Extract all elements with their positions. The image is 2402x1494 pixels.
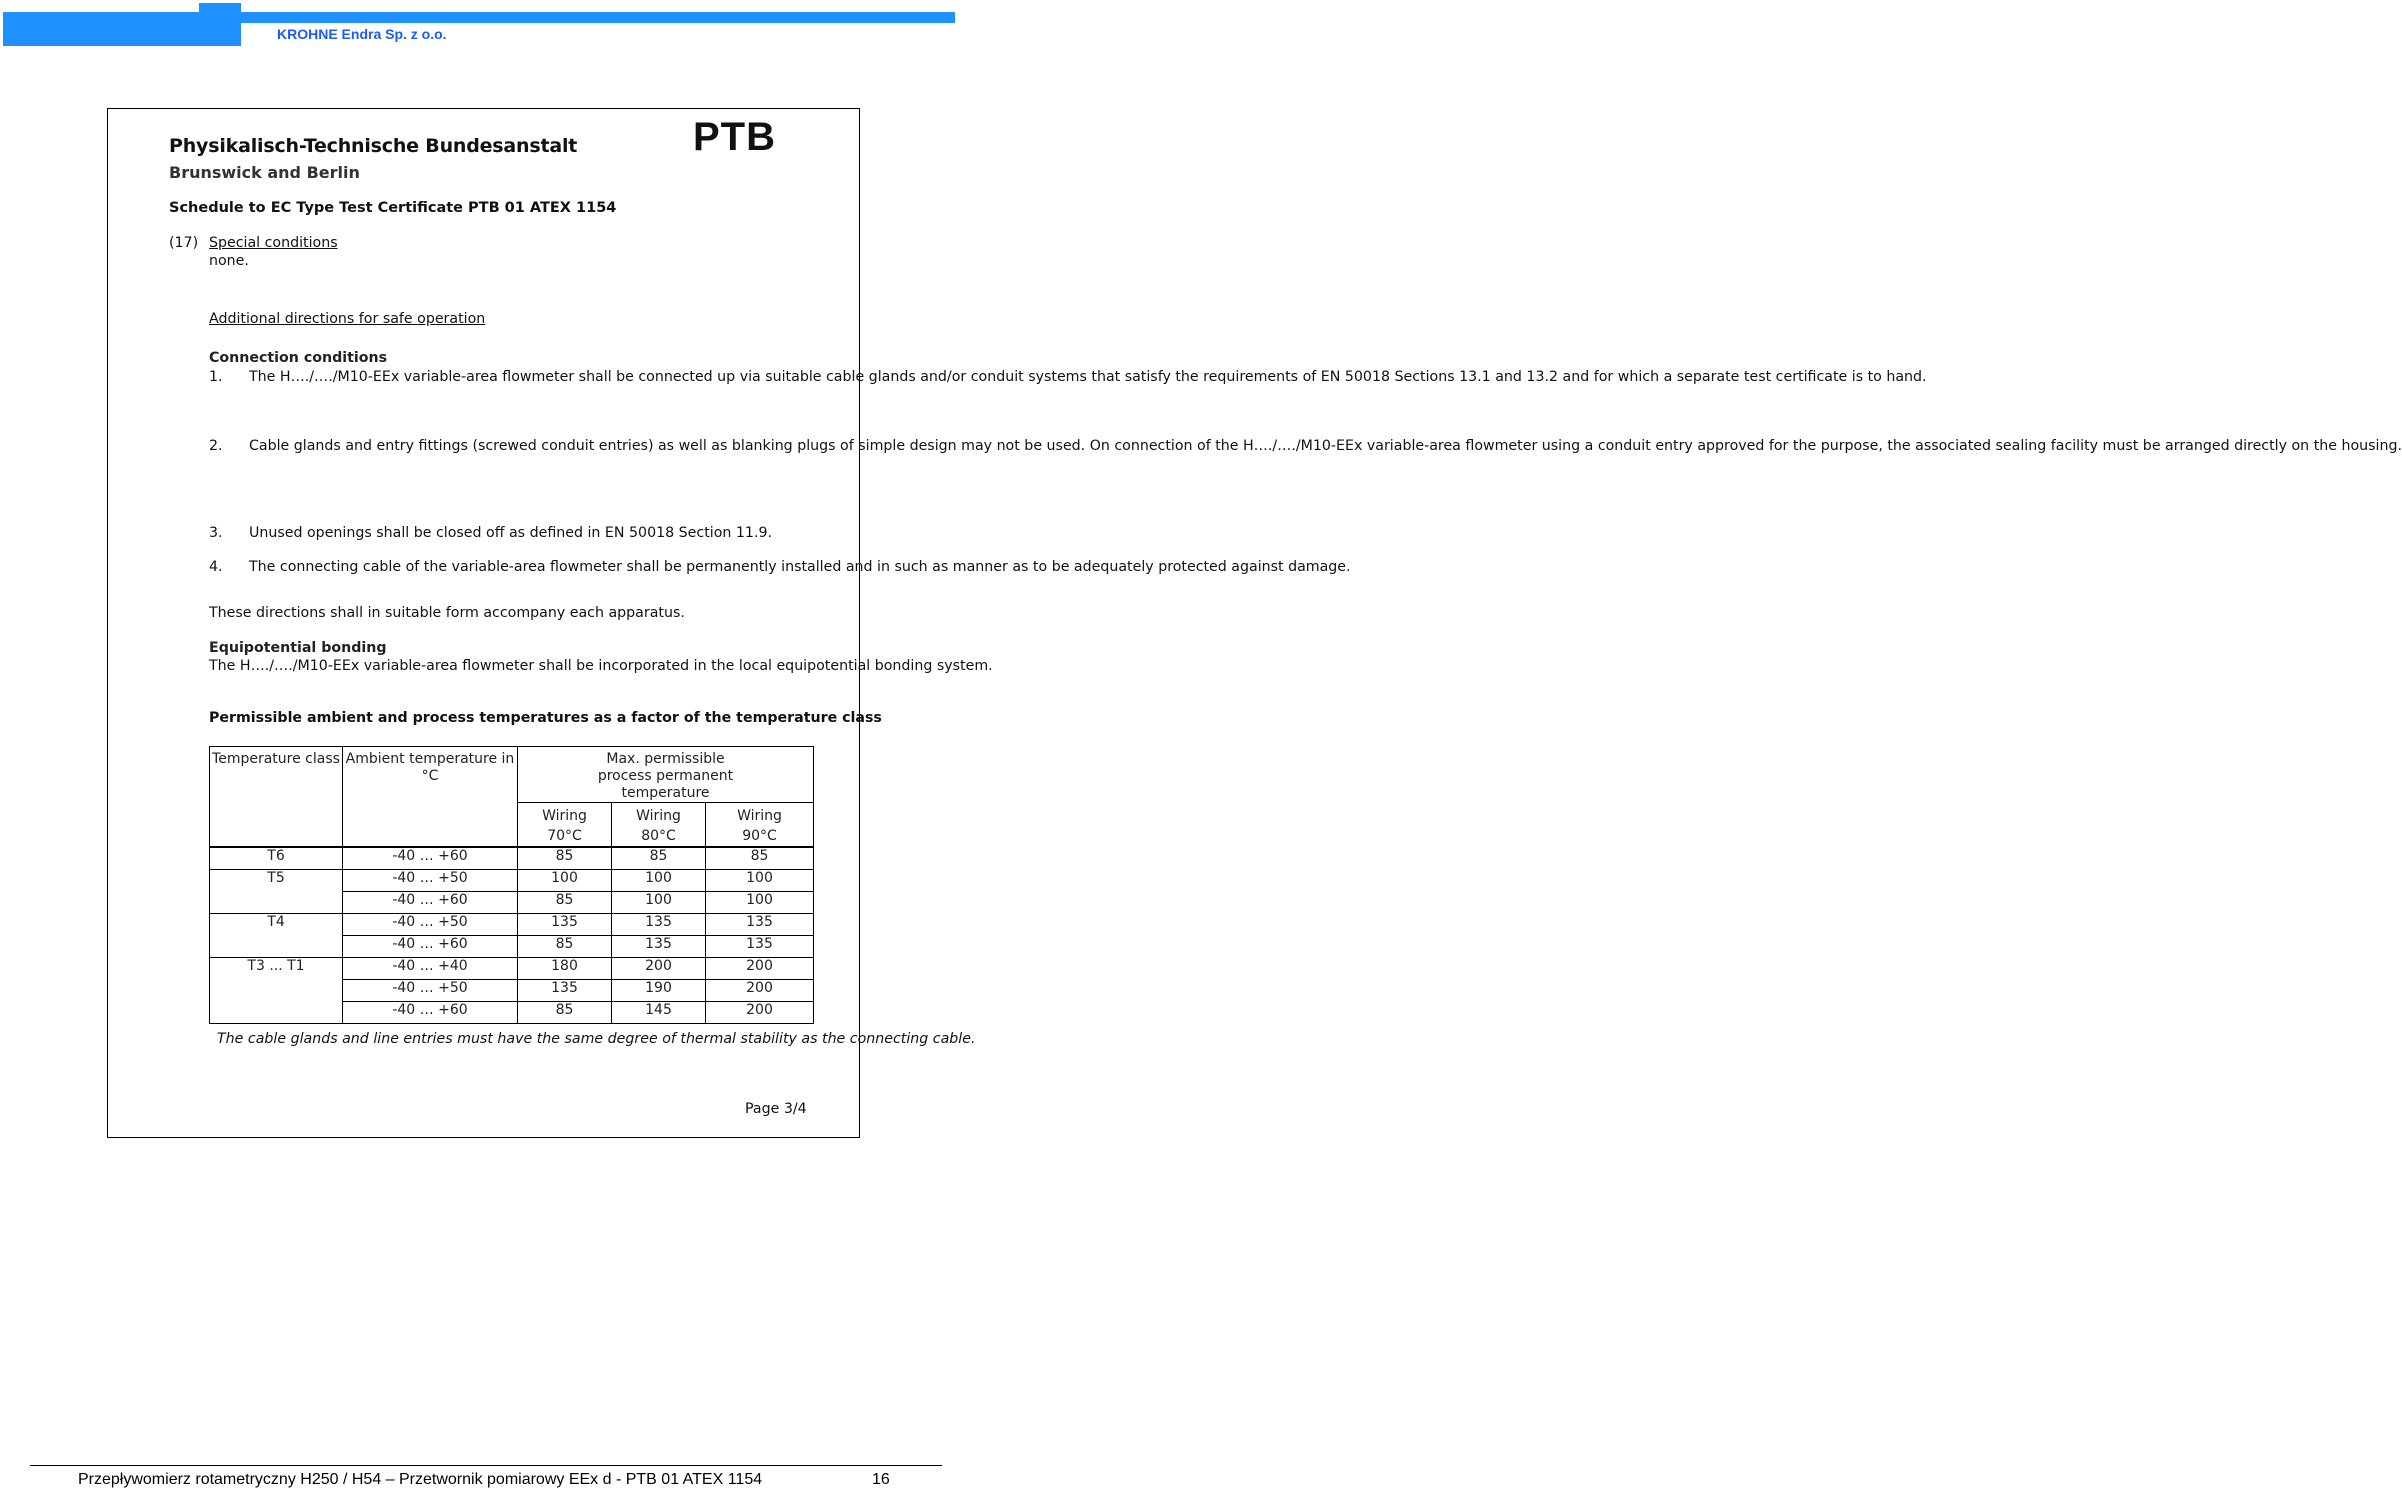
footer-divider [30,1465,942,1466]
list-item-number: 2. [209,438,223,454]
header-accent-line [241,12,955,23]
cell-wiring-70: 135 [518,913,612,935]
list-item-text: The connecting cable of the variable-area flowmeter shall be permanently installed and in such as manner as to be adequately protected against damage. [249,559,1351,575]
cell-wiring-70: 100 [518,869,612,891]
list-item-text: Unused openings shall be closed off as defined in EN 50018 Section 11.9. [249,525,772,541]
table-row [210,957,814,979]
cell-wiring-90: 85 [706,847,814,869]
temperature-table [209,746,814,1024]
list-item-number: 3. [209,525,223,541]
cable-gland-note: The cable glands and line entries must have the same degree of thermal stability as the connecting cable. [217,1031,976,1047]
cell-wiring-80: 145 [612,1001,706,1023]
certificate-city: Brunswick and Berlin [169,163,360,182]
cell-class: T6 [210,847,343,869]
cell-wiring-80: 135 [612,913,706,935]
cell-wiring-70: 85 [518,847,612,869]
cell-wiring-80: 85 [612,847,706,869]
header-bar [0,0,960,46]
footer-title: Przepływomierz rotametryczny H250 / H54 – Przetwornik pomiarowy EEx d - PTB 01 ATEX 1154 [78,1471,763,1488]
cell-wiring-90: 200 [706,1001,814,1023]
table-row [210,913,814,935]
equipotential-text: The H…./…./M10-EEx variable-area flowmeter shall be incorporated in the local equipotential bonding system. [209,658,993,674]
cell-wiring-90: 135 [706,913,814,935]
table-row [210,847,814,869]
cell-ambient: -40 … +50 [343,913,518,935]
cell-wiring-70: 85 [518,891,612,913]
header-wiring-80: Wiring 80°C [612,803,706,848]
certificate-schedule: Schedule to EC Type Test Certificate PTB 01 ATEX 1154 [169,200,617,216]
cell-class: T3 ... T1 [210,957,343,1023]
cell-wiring-90: 200 [706,957,814,979]
cell-wiring-80: 200 [612,957,706,979]
cell-ambient: -40 … +40 [343,957,518,979]
list-item-number: 1. [209,369,223,385]
header-wiring-70: Wiring 70°C [518,803,612,848]
list-item-text: The H…./…./M10-EEx variable-area flowmeter shall be connected up via suitable cable glands and/or conduit systems that satisfy the requirements of EN 50018 Sections 13.1 and 13.2 and for which a separate test certificate is to hand. [249,369,1927,385]
cell-wiring-70: 180 [518,957,612,979]
cell-wiring-80: 100 [612,891,706,913]
certificate-page-number: Page 3/4 [745,1101,807,1117]
cell-class: T4 [210,913,343,957]
cell-ambient: -40 … +60 [343,1001,518,1023]
cell-ambient: -40 … +50 [343,869,518,891]
certificate-org: Physikalisch-Technische Bundesanstalt [169,135,578,157]
certificate-page [107,108,2402,1138]
cell-wiring-80: 190 [612,979,706,1001]
ptb-logo: PTB [693,115,776,159]
header-ambient-temperature: Ambient temperature in °C [343,747,518,848]
cell-ambient: -40 … +60 [343,935,518,957]
cell-wiring-90: 135 [706,935,814,957]
cell-wiring-90: 100 [706,869,814,891]
temperature-table-title: Permissible ambient and process temperatures as a factor of the temperature class [209,710,882,726]
list-item-number: 4. [209,559,223,575]
cell-ambient: -40 … +50 [343,979,518,1001]
cell-class: T5 [210,869,343,913]
special-conditions-value: none. [209,253,249,269]
cell-wiring-80: 100 [612,869,706,891]
table-row [210,869,814,891]
list-item-text: Cable glands and entry fittings (screwed conduit entries) as well as blanking plugs of simple design may not be used. On connection of the H…./…./M10-EEx variable-area flowmeter using a conduit entry approved for the purpose, the associated sealing facility must be arranged directly on the housing. [249,438,2402,454]
directions-note: These directions shall in suitable form accompany each apparatus. [209,605,685,621]
cell-wiring-90: 200 [706,979,814,1001]
connection-conditions-heading: Connection conditions [209,350,388,366]
cell-wiring-70: 85 [518,935,612,957]
cell-wiring-70: 135 [518,979,612,1001]
company-name: KROHNE Endra Sp. z o.o. [277,26,447,42]
header-wiring-90: Wiring 90°C [706,803,814,848]
section-number: (17) [169,235,199,251]
cell-wiring-90: 100 [706,891,814,913]
cell-wiring-70: 85 [518,1001,612,1023]
header-accent-block [3,12,241,46]
cell-ambient: -40 … +60 [343,891,518,913]
cell-ambient: -40 … +60 [343,847,518,869]
equipotential-heading: Equipotential bonding [209,640,387,656]
special-conditions-heading: Special conditions [209,235,338,251]
header-temperature-class: Temperature class [210,747,343,848]
cell-wiring-80: 135 [612,935,706,957]
footer-page-number: 16 [872,1471,890,1488]
additional-directions-heading: Additional directions for safe operation [209,311,486,327]
header-max-process-temperature: Max. permissible process permanent temperature [518,747,814,803]
